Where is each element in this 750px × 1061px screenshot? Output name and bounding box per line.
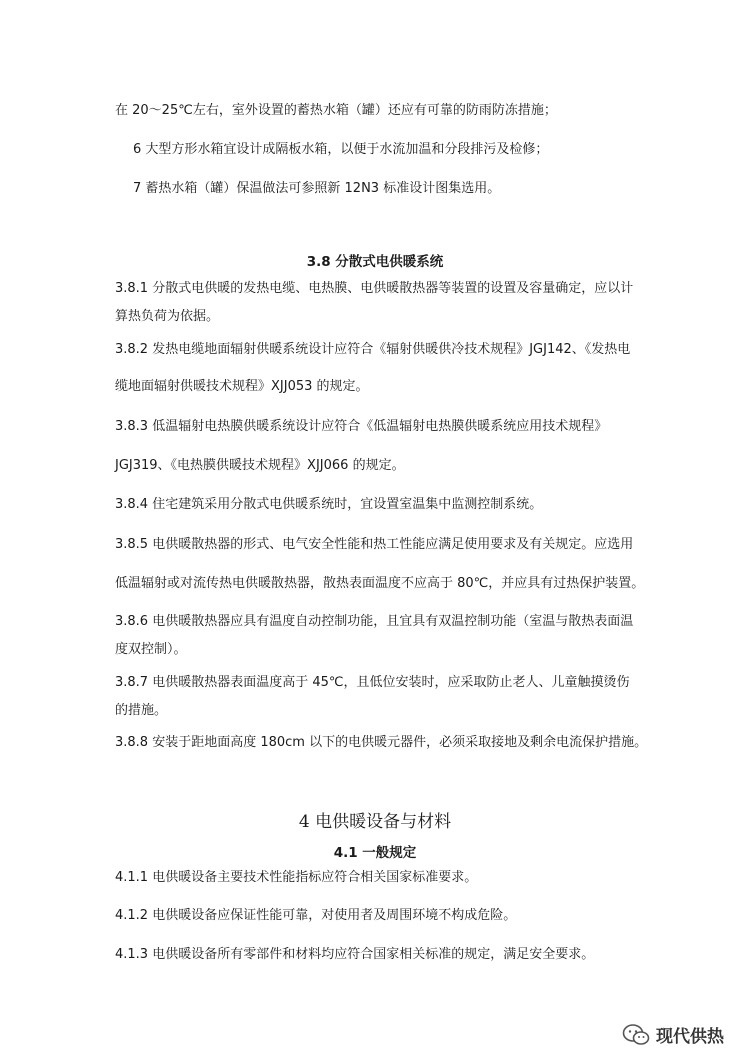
- body-line: 3.8.7 电供暖散热器表面温度高于 45℃，且低位安装时，应采取防止老人、儿童触摸烫伤: [115, 675, 630, 690]
- watermark-text: 现代供热: [656, 1027, 724, 1047]
- watermark: [622, 1022, 724, 1047]
- body-line: 4.1.3 电供暖设备所有零部件和材料均应符合国家相关标准的规定，满足安全要求。: [115, 947, 595, 962]
- body-line: 4.1.1 电供暖设备主要技术性能指标应符合相关国家标准要求。: [115, 870, 478, 885]
- body-line: 3.8.8 安装于距地面高度 180cm 以下的电供暖元器件，必须采取接地及剩余电流保护措施。: [115, 735, 648, 750]
- body-line: 3.8.1 分散式电供暖的发热电缆、电热膜、电供暖散热器等装置的设置及容量确定，应以计: [115, 281, 634, 296]
- body-line: 3.8.3 低温辐射电热膜供暖系统设计应符合《低温辐射电热膜供暖系统应用技术规程》: [115, 419, 608, 434]
- body-line: 3.8.6 电供暖散热器应具有温度自动控制功能，且宜具有双温控制功能（室温与散热表面温: [115, 614, 634, 629]
- body-line: 7 蓄热水箱（罐）保温做法可参照新 12N3 标准设计图集选用。: [133, 181, 501, 196]
- body-line: 在 20～25℃左右，室外设置的蓄热水箱（罐）还应有可靠的防雨防冻措施；: [115, 103, 557, 118]
- body-line: 低温辐射或对流传热电供暖散热器，散热表面温度不应高于 80℃，并应具有过热保护装置。: [115, 576, 645, 591]
- body-line: 4.1.2 电供暖设备应保证性能可靠，对使用者及周围环境不构成危险。: [115, 908, 517, 923]
- body-line: 度双控制）。: [115, 642, 187, 657]
- wechat-icon: [622, 1023, 650, 1047]
- section-heading: 3.8 分散式电供暖系统: [306, 254, 444, 270]
- body-line: 缆地面辐射供暖技术规程》XJJ053 的规定。: [115, 379, 369, 394]
- section-heading: 4.1 一般规定: [333, 845, 417, 861]
- body-line: 3.8.5 电供暖散热器的形式、电气安全性能和热工性能应满足使用要求及有关规定。应选用: [115, 537, 634, 552]
- body-line: 3.8.4 住宅建筑采用分散式电供暖系统时，宜设置室温集中监测控制系统。: [115, 497, 543, 512]
- chapter-title: 4 电供暖设备与材料: [298, 812, 452, 832]
- body-line: 的措施。: [115, 703, 168, 718]
- body-line: JGJ319、《电热膜供暖技术规程》XJJ066 的规定。: [115, 458, 405, 473]
- body-line: 6 大型方形水箱宜设计成隔板水箱，以便于水流加温和分段排污及检修；: [133, 142, 549, 157]
- body-line: 算热负荷为依据。: [115, 309, 220, 324]
- body-line: 3.8.2 发热电缆地面辐射供暖系统设计应符合《辐射供暖供冷技术规程》JGJ142、《发热电: [115, 342, 631, 357]
